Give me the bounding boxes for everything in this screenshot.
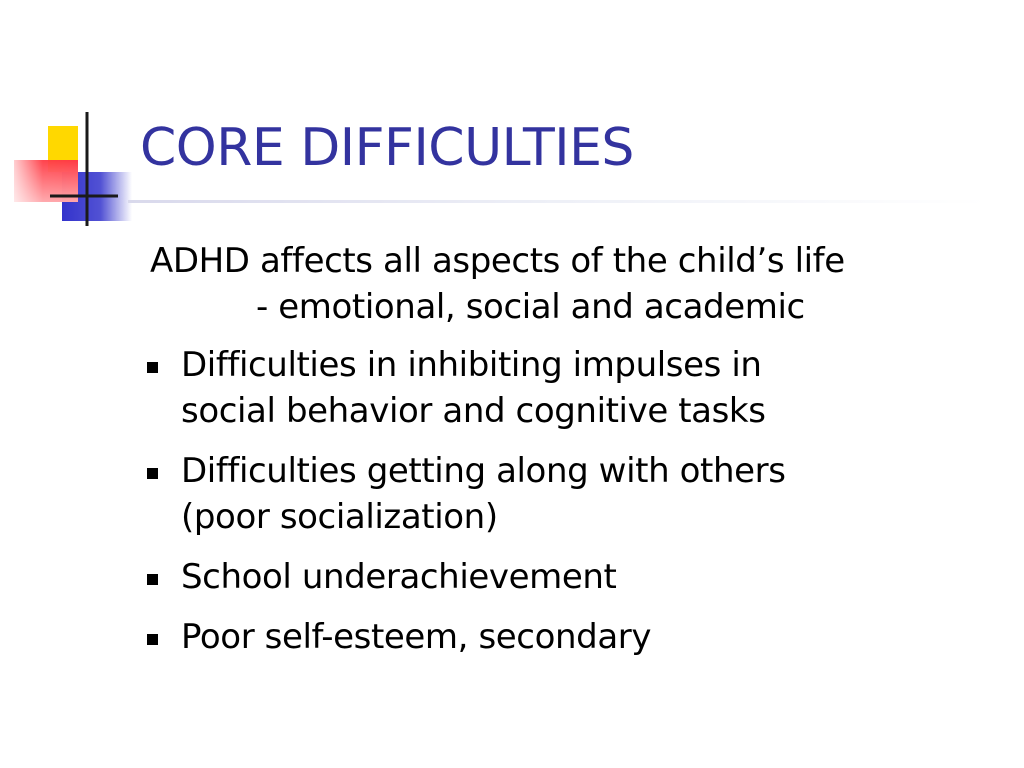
bullet-text-line: Poor self-esteem, secondary — [181, 617, 652, 657]
bullet-text-line: social behavior and cognitive tasks — [181, 391, 766, 431]
bullet-text-line: School underachievement — [181, 557, 617, 597]
intro-line-1: ADHD affects all aspects of the child’s life — [150, 241, 845, 281]
bullet-square-icon — [147, 468, 158, 479]
title-underline — [128, 200, 988, 203]
bullet-item — [145, 554, 985, 600]
bullet-list — [145, 342, 985, 674]
intro-line-2: - emotional, social and academic — [256, 287, 805, 327]
slide-title: CORE DIFFICULTIES — [140, 118, 634, 178]
bullet-item — [145, 448, 985, 540]
bullet-square-icon — [147, 362, 158, 373]
bullet-text-line: Difficulties in inhibiting impulses in — [181, 345, 762, 385]
bullet-square-icon — [147, 574, 158, 585]
title-decoration — [0, 0, 140, 240]
bullet-text-line: (poor socialization) — [181, 497, 498, 537]
bullet-item — [145, 342, 985, 434]
intro-paragraph — [150, 238, 1000, 330]
bullet-text-line: Difficulties getting along with others — [181, 451, 786, 491]
bullet-item — [145, 614, 985, 660]
bullet-square-icon — [147, 634, 158, 645]
